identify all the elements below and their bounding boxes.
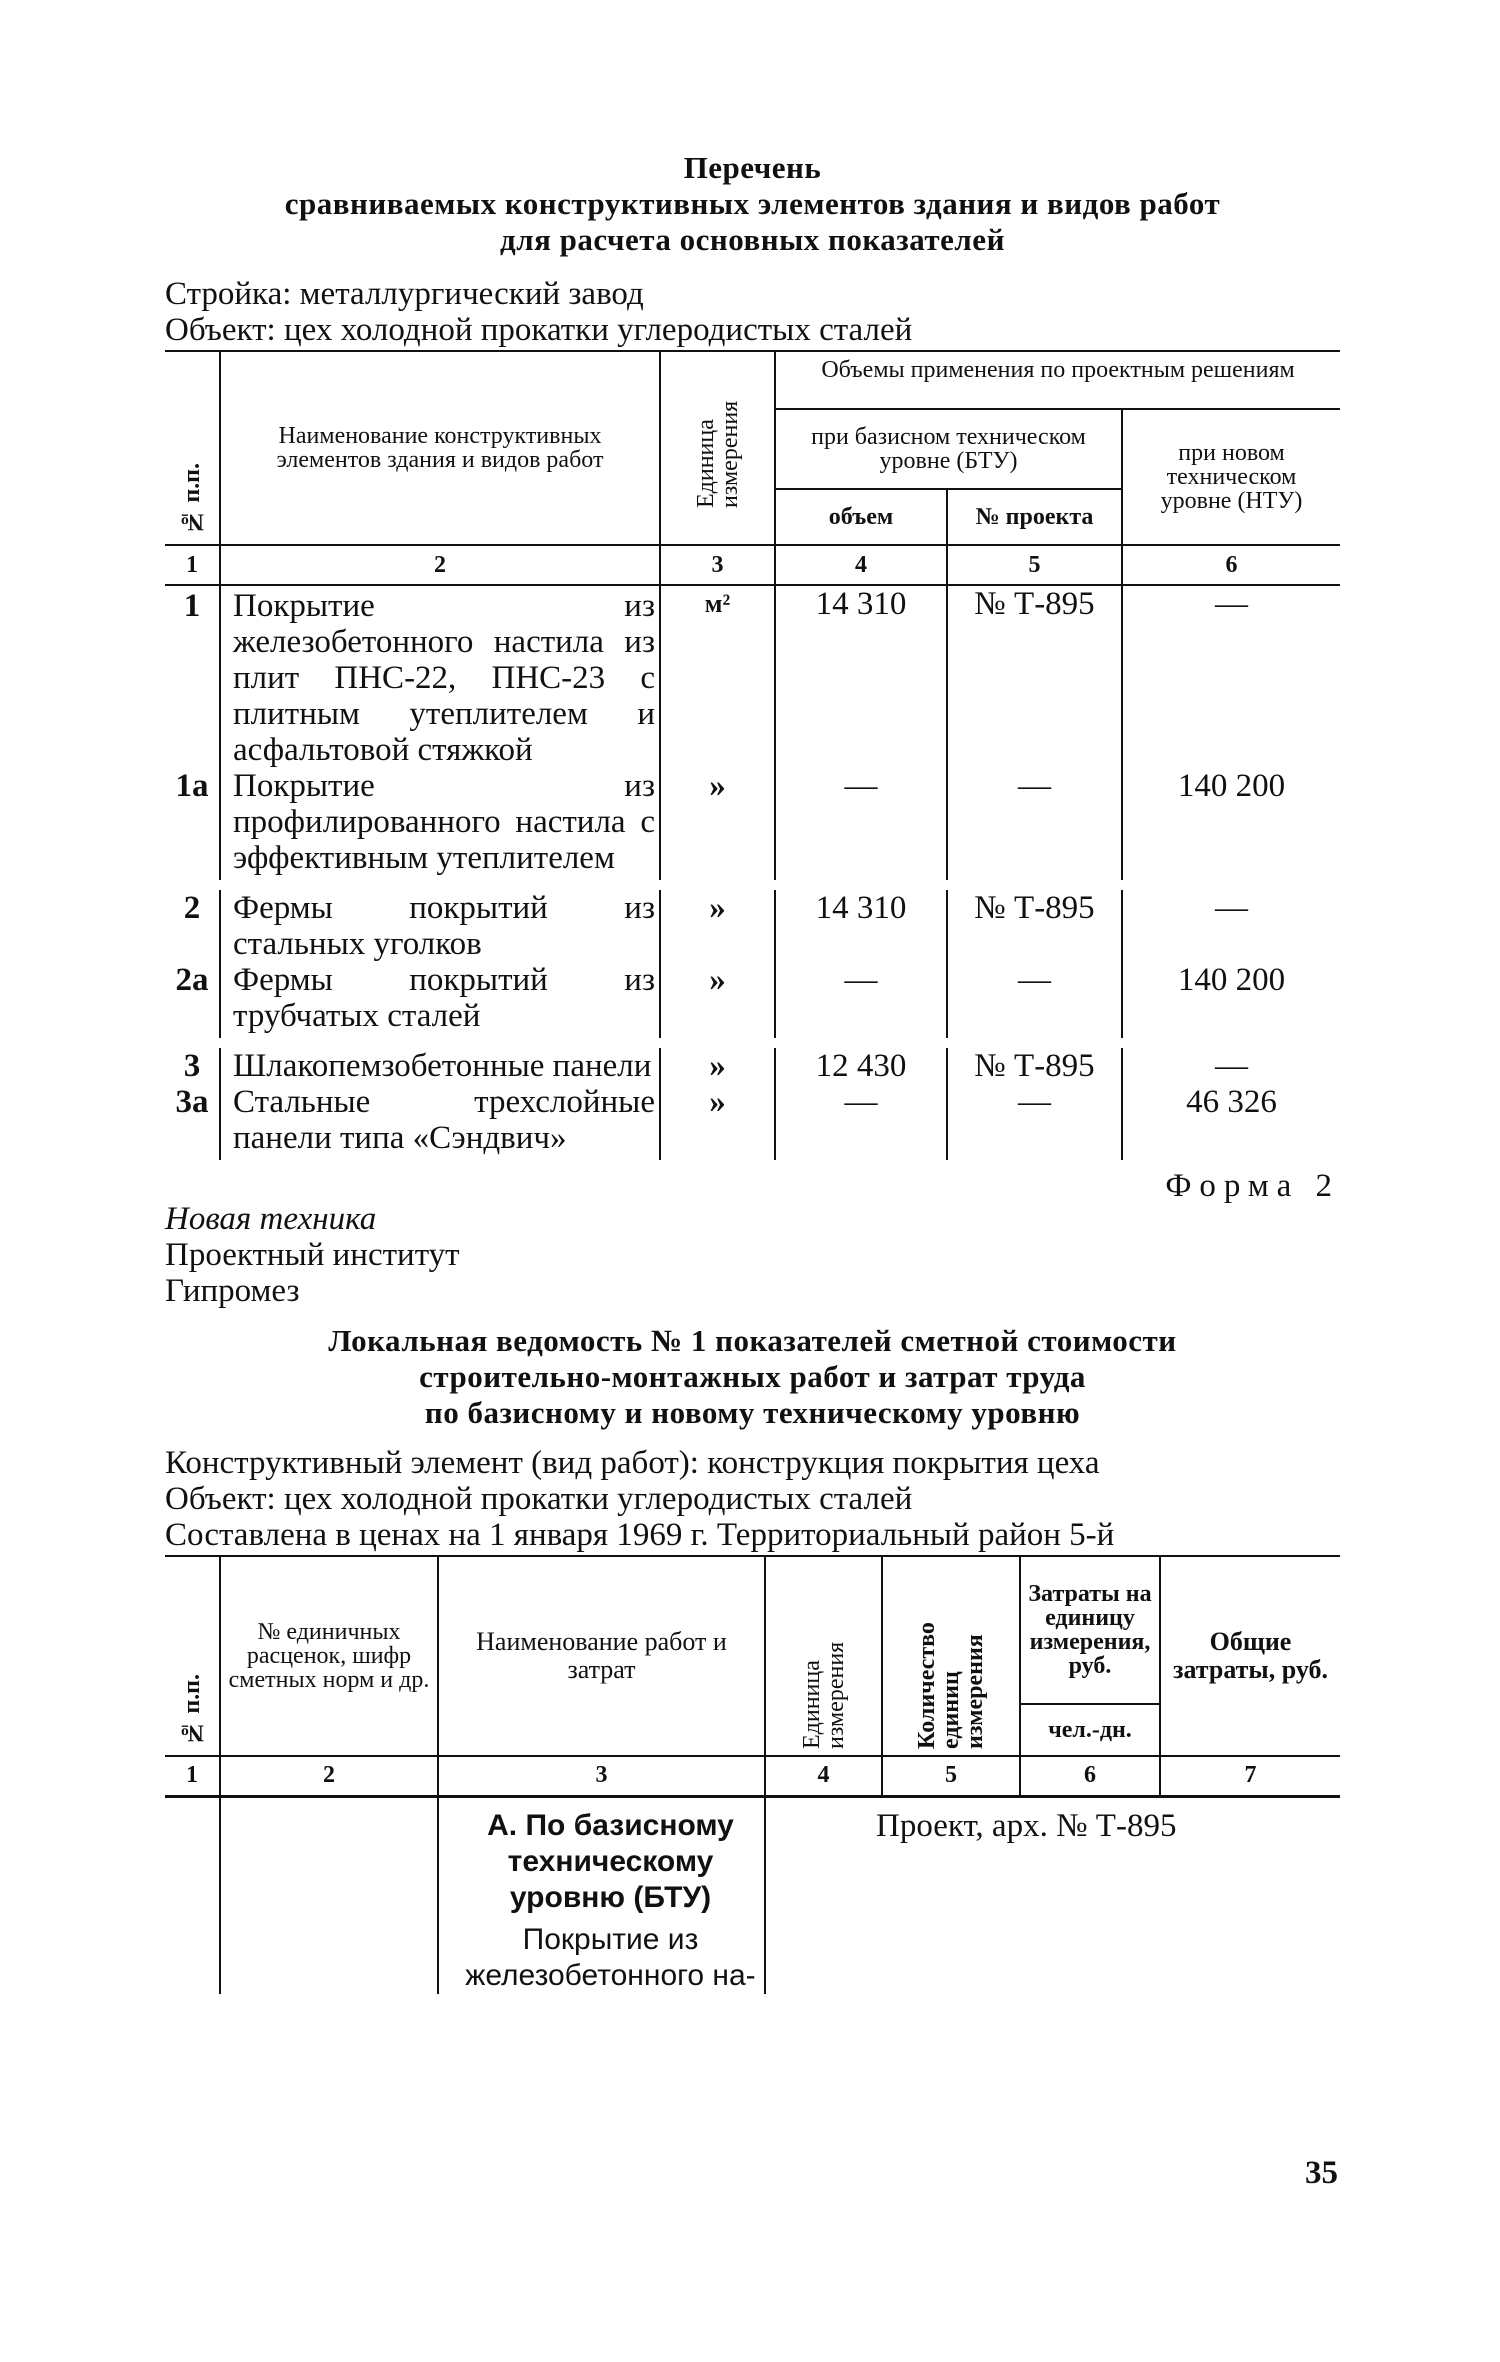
row-num: 1а bbox=[175, 768, 209, 804]
object-line-2: Объект: цех холодной прокатки углеродистых сталей bbox=[165, 1481, 913, 1517]
header2-qty: Количество единиц измерения bbox=[882, 1556, 1020, 1756]
org-block bbox=[165, 1201, 1340, 1309]
table-row bbox=[165, 1043, 1340, 1084]
col-number: 4 bbox=[775, 545, 947, 585]
item-name: Покрытие из железобетонного на- bbox=[465, 1922, 756, 1992]
row-unit: » bbox=[660, 962, 775, 1043]
row-volume: 14 310 bbox=[775, 885, 947, 962]
col-number: 5 bbox=[947, 545, 1122, 585]
col-number: 7 bbox=[1160, 1756, 1340, 1796]
col-number: 1 bbox=[186, 551, 198, 578]
org-line2: Проектный институт bbox=[165, 1237, 460, 1273]
row-num: 1 bbox=[183, 588, 201, 624]
header2-codes: № единичных расценок, шифр сметных норм и др. bbox=[220, 1556, 438, 1756]
statement-title-line2: строительно-монтажных работ и затрат труда bbox=[419, 1359, 1086, 1394]
header-btu: при базисном техническом уровне (БТУ) bbox=[775, 409, 1122, 489]
statement-title-line1: Локальная ведомость № 1 показателей сметной стоимости bbox=[328, 1323, 1177, 1358]
row-project: № Т-895 bbox=[947, 885, 1122, 962]
row-name: Покрытие из железобетонного настила из плит ПНС-22, ПНС-23 с плитным утеплителем и асфальтовой стяжкой bbox=[220, 585, 660, 768]
row-ntu: — bbox=[1122, 1043, 1340, 1084]
row-project: — bbox=[947, 962, 1122, 1043]
row-volume: — bbox=[775, 1084, 947, 1160]
table-row bbox=[165, 885, 1340, 962]
site-line: Стройка: металлургический завод bbox=[165, 276, 644, 312]
form-label: Форма 2 bbox=[1165, 1168, 1340, 1204]
header-project: № проекта bbox=[947, 489, 1122, 545]
header2-total: Общие затраты, руб. bbox=[1160, 1556, 1340, 1756]
project-ref: Проект, арх. № Т-895 bbox=[876, 1807, 1177, 1844]
row-name: Фермы покрытий из трубчатых сталей bbox=[220, 962, 660, 1043]
statement-title bbox=[165, 1323, 1340, 1431]
column-numbers-row-2 bbox=[165, 1756, 1340, 1796]
table-row bbox=[165, 1796, 1340, 1994]
col-number: 6 bbox=[1122, 545, 1340, 585]
table-row bbox=[165, 585, 1340, 768]
row-volume: — bbox=[775, 962, 947, 1043]
col-number: 3 bbox=[438, 1756, 765, 1796]
header2-name: Наименование работ и затрат bbox=[438, 1556, 765, 1756]
row-name: Шлакопемзобетонные панели bbox=[220, 1043, 660, 1084]
row-name: Покрытие из профилированного настила с эффективным утеплителем bbox=[220, 768, 660, 885]
row-num: 3 bbox=[183, 1048, 201, 1084]
section-btu: А. По базисному техническому уровню (БТУ) bbox=[487, 1808, 734, 1914]
row-project: — bbox=[947, 768, 1122, 885]
row-num: 2а bbox=[175, 962, 209, 998]
row-name: Фермы покрытий из стальных уголков bbox=[220, 885, 660, 962]
header-volume: объем bbox=[775, 489, 947, 545]
col-number: 1 bbox=[186, 1762, 198, 1789]
column-numbers-row bbox=[165, 545, 1340, 585]
header2-unit: Единица измерения bbox=[765, 1556, 882, 1756]
row-num: 3а bbox=[175, 1084, 209, 1120]
row-ntu: 140 200 bbox=[1122, 962, 1340, 1043]
row-ntu: — bbox=[1122, 585, 1340, 768]
statement-title-line3: по базисному и новому техническому уровню bbox=[424, 1395, 1081, 1430]
row-unit: » bbox=[660, 885, 775, 962]
org-line1: Новая техника bbox=[165, 1201, 377, 1237]
row-name: Стальные трехслойные панели типа «Сэндвич» bbox=[220, 1084, 660, 1160]
col-number: 2 bbox=[220, 545, 660, 585]
table-row bbox=[165, 962, 1340, 1043]
header-volumes: Объемы применения по проектным решениям bbox=[775, 351, 1340, 409]
row-project: — bbox=[947, 1084, 1122, 1160]
list-title bbox=[165, 150, 1340, 258]
org-line3: Гипромез bbox=[165, 1273, 300, 1309]
page-number: 35 bbox=[1305, 2155, 1338, 2191]
row-volume: 14 310 bbox=[775, 585, 947, 768]
elements-table bbox=[165, 350, 1340, 1160]
row-unit: » bbox=[660, 768, 775, 885]
header2-num: № п.п. bbox=[179, 1674, 205, 1746]
row-project: № Т-895 bbox=[947, 1043, 1122, 1084]
header-num: № п.п. bbox=[179, 463, 205, 535]
table-row bbox=[165, 1084, 1340, 1160]
list-title-line2: сравниваемых конструктивных элементов здания и видов работ bbox=[284, 186, 1221, 221]
element-line: Конструктивный элемент (вид работ): конструкция покрытия цеха bbox=[165, 1445, 1100, 1481]
row-unit: » bbox=[660, 1084, 775, 1160]
row-unit: м² bbox=[660, 585, 775, 768]
row-project: № Т-895 bbox=[947, 585, 1122, 768]
header-unit: Единица измерения bbox=[660, 351, 775, 545]
row-volume: — bbox=[775, 768, 947, 885]
object-line-1: Объект: цех холодной прокатки углеродистых сталей bbox=[165, 312, 913, 348]
list-title-line3: для расчета основных показателей bbox=[500, 222, 1005, 257]
row-num: 2 bbox=[183, 890, 201, 926]
table-row bbox=[165, 768, 1340, 885]
row-ntu: 140 200 bbox=[1122, 768, 1340, 885]
col-number: 4 bbox=[765, 1756, 882, 1796]
header-ntu: при новом техническом уровне (НТУ) bbox=[1122, 409, 1340, 545]
prices-line: Составлена в ценах на 1 января 1969 г. Территориальный район 5-й bbox=[165, 1517, 1115, 1553]
col-number: 6 bbox=[1020, 1756, 1160, 1796]
header2-labor: чел.-дн. bbox=[1020, 1704, 1160, 1756]
row-ntu: — bbox=[1122, 885, 1340, 962]
col-number: 5 bbox=[882, 1756, 1020, 1796]
col-number: 2 bbox=[220, 1756, 438, 1796]
col-number: 3 bbox=[660, 545, 775, 585]
row-ntu: 46 326 bbox=[1122, 1084, 1340, 1160]
header-name: Наименование конструктивных элементов здания и видов работ bbox=[220, 351, 660, 545]
list-title-line1: Перечень bbox=[683, 150, 822, 185]
row-unit: » bbox=[660, 1043, 775, 1084]
header2-cost-unit: Затраты на единицу измерения, руб. bbox=[1020, 1556, 1160, 1704]
row-volume: 12 430 bbox=[775, 1043, 947, 1084]
statement-table bbox=[165, 1555, 1340, 1994]
